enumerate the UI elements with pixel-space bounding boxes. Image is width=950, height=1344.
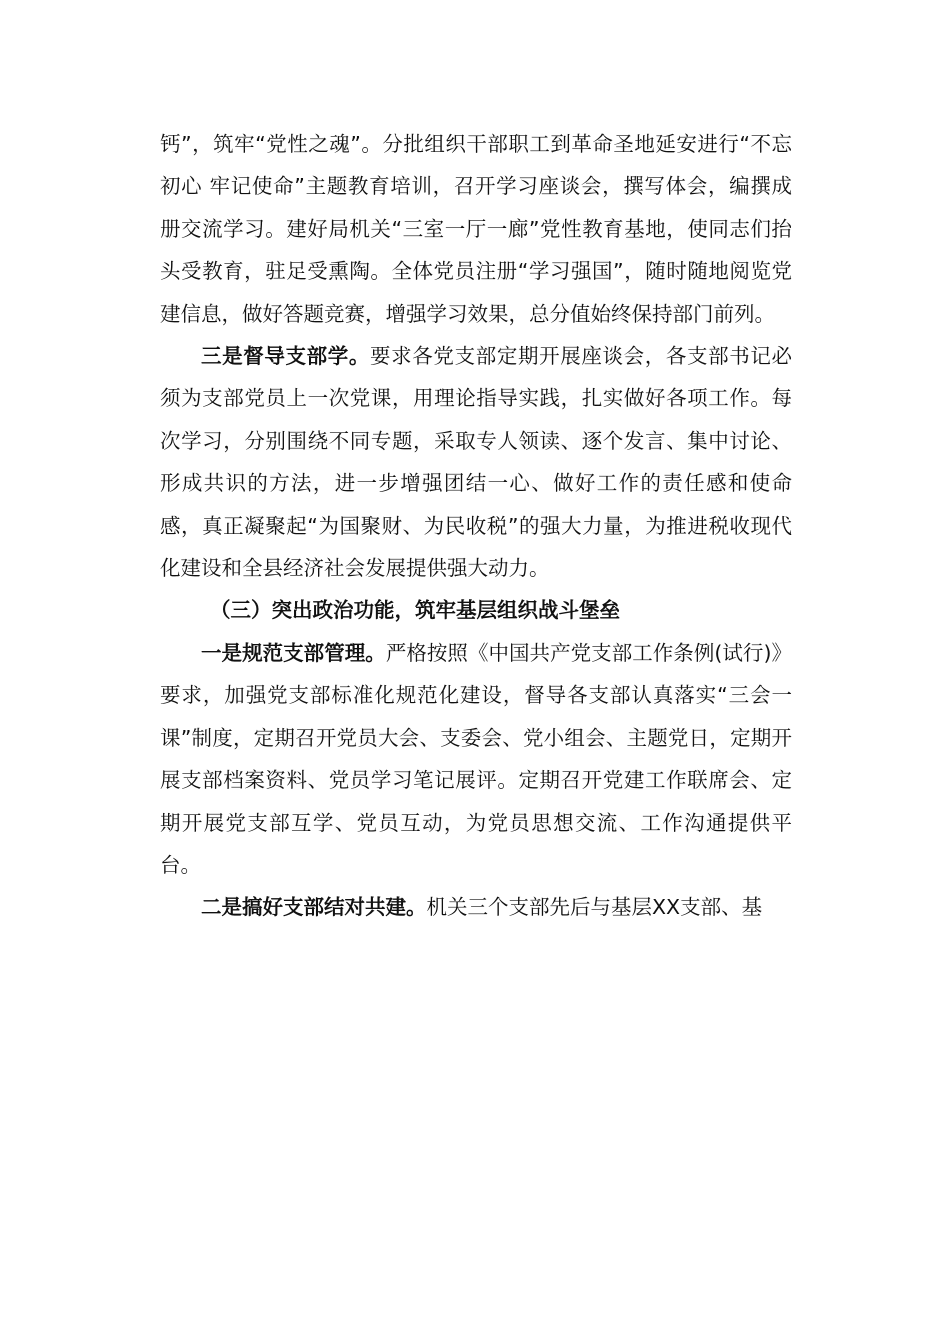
paragraph-lead: 一是规范支部管理。 [201,640,386,665]
paragraph-continuation: 钙”，筑牢“党性之魂”。分批组织干部职工到革命圣地延安进行“不忘初心 牢记使命”主题教育培训，召开学习座谈会，撰写体会，编撰成册交流学习。建好局机关“三室一厅一廊”党性教育基地，使同志们抬头受教育，驻足受熏陶。全体党员注册“学习强国”，随时随地阅览党建信息，做好答题竞赛，增强学习效果，总分值始终保持部门前列。 [160,132,792,326]
paragraph-lead: 二是搞好支部结对共建。 [201,895,427,920]
document-body [160,123,792,929]
paragraph-text: 机关三个支部先后与基层XX支部、基 [426,895,763,920]
paragraph-branch-pairing [160,886,792,928]
paragraph-text: 要求各党支部定期开展座谈会，各支部书记必须为支部党员上一次党课，用理论指导实践，扎实做好各项工作。每次学习，分别围绕不同专题，采取专人领读、逐个发言、集中讨论、形成共识的方法，进一步增强团结一心、做好工作的责任感和使命感，真正凝聚起“为国聚财、为民收税”的强大力量，为推进税收现代化建设和全县经济社会发展提供强大动力。 [160,344,793,581]
paragraph-supervise-study [160,335,792,589]
paragraph-branch-management [160,632,792,886]
paragraph-text: 严格按照《中国共产党支部工作条例(试行)》要求，加强党支部标准化规范化建设，督导各支部认真落实“三会一课”制度，定期召开党员大会、支委会、党小组会、主题党日，定期开展支部档案资料、党员学习笔记展评。定期召开党建工作联席会、定期开展党支部互学、党员互动，为党员思想交流、工作沟通提供平台。 [160,640,792,877]
paragraph-lead: 三是督导支部学。 [201,344,371,369]
section-heading: （三）突出政治功能，筑牢基层组织战斗堡垒 [210,598,620,623]
